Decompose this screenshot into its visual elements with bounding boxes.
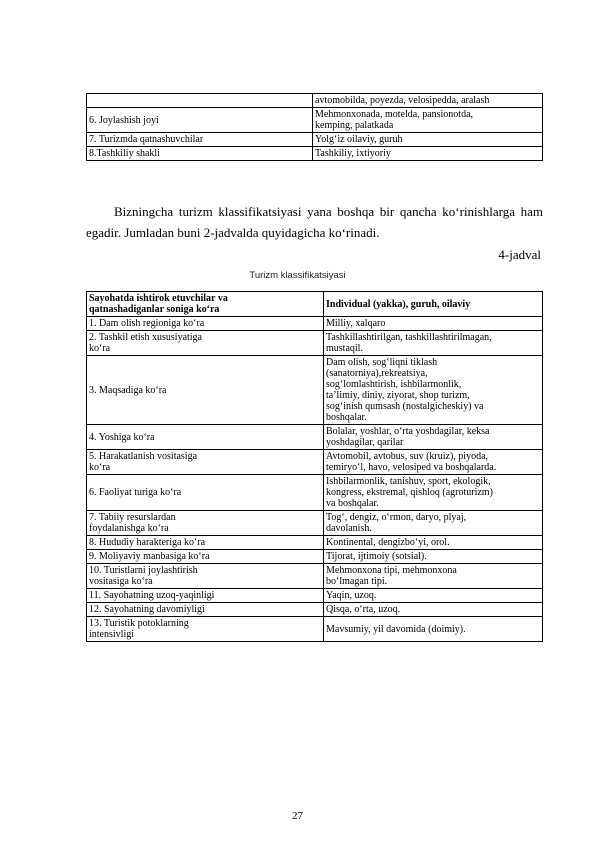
table-row	[87, 536, 543, 550]
table-cell-left: 8.Tashkiliy shakli	[87, 147, 313, 161]
table-row	[87, 425, 543, 450]
table-row	[87, 550, 543, 564]
table-row	[87, 475, 543, 511]
table-label: 4-jadval	[498, 247, 541, 262]
table-row	[87, 450, 543, 475]
table-row	[87, 317, 543, 331]
table-cell-left: 6. Joylashish joyi	[87, 108, 313, 133]
table-caption: Turizm klassifikatsiyasi	[249, 270, 346, 281]
table-cell-left	[87, 94, 313, 108]
table-cell-left: 8. Hududiy harakteriga ko‘ra	[87, 536, 324, 550]
table-row	[87, 331, 543, 356]
table-row	[87, 108, 543, 133]
table-cell-right: Bolalar, yoshlar, o‘rta yoshdagilar, keksa yoshdagilar, qarilar	[324, 425, 543, 450]
table-row	[87, 617, 543, 642]
table-cell-left: 9. Moliyaviy manbasiga ko‘ra	[87, 550, 324, 564]
table-cell-left: 3. Maqsadiga ko‘ra	[87, 356, 324, 425]
table-cell-right: Dam olish, sog‘liqni tiklash (sanatorniya),rekreatsiya, sog‘lomlashtirish, ishbilarmonlik, ta’limiy, diniy, ziyorat, shop turizm, sog‘inish qumsash (nostalgicheskiy) va boshqalar.	[324, 356, 543, 425]
table-cell-right: Mavsumiy, yil davomida (doimiy).	[324, 617, 543, 642]
table-row	[87, 133, 543, 147]
table-cell-left: 13. Turistik potoklarning intensivligi	[87, 617, 324, 642]
table-cell-right: Kontinental, dengizbo‘yi, orol.	[324, 536, 543, 550]
table-cell-left: 6. Faoliyat turiga ko‘ra	[87, 475, 324, 511]
table-cell-right: Avtomobil, avtobus, suv (kruiz), piyoda, temiryo‘l, havo, velosiped va boshqalarda.	[324, 450, 543, 475]
table-cell-left: 7. Turizmda qatnashuvchilar	[87, 133, 313, 147]
page-number: 27	[292, 810, 303, 822]
table-cell-left: 12. Sayohatning davomiyligi	[87, 603, 324, 617]
header-cell-left: Sayohatda ishtirok etuvchilar va qatnashadiganlar soniga ko‘ra	[87, 292, 324, 317]
table-cell-right: Yolg‘iz oilaviy, guruh	[313, 133, 543, 147]
header-cell-right: Individual (yakka), guruh, oilaviy	[324, 292, 543, 317]
table-cell-left: 10. Turistlarni joylashtirish vositasiga ko‘ra	[87, 564, 324, 589]
table-cell-left: 5. Harakatlanish vositasiga ko‘ra	[87, 450, 324, 475]
table-cell-right: Qisqa, o‘rta, uzoq.	[324, 603, 543, 617]
table-row	[87, 94, 543, 108]
table-row	[87, 589, 543, 603]
table-row	[87, 564, 543, 589]
table-header-row	[87, 292, 543, 317]
table-cell-right: Tashkillashtirilgan, tashkillashtirilmagan, mustaqil.	[324, 331, 543, 356]
body-paragraph: Bizningcha turizm klassifikatsiyasi yana boshqa bir qancha ko‘rinishlarga ham egadir. Jumladan buni 2-jadvalda quyidagicha ko‘rinadi.	[86, 204, 543, 240]
classification-table	[86, 291, 543, 642]
table-cell-left: 7. Tabiiy resurslardan foydalanishga ko‘ra	[87, 511, 324, 536]
table-cell-right: Mehmonxonada, motelda, pansionotda, kemping, palatkada	[313, 108, 543, 133]
table-cell-left: 1. Dam olish regioniga ko‘ra	[87, 317, 324, 331]
table-cell-right: Mehmonxona tipi, mehmonxona bo‘lmagan tipi.	[324, 564, 543, 589]
table-cell-right: Milliy, xalqaro	[324, 317, 543, 331]
table-cell-right: avtomobilda, poyezda, velosipedda, aralash	[313, 94, 543, 108]
table-row	[87, 603, 543, 617]
table-row	[87, 356, 543, 425]
table-cell-right: Ishbilarmonlik, tanishuv, sport, ekologik, kongress, ekstremal, qishloq (agroturizm) va boshqalar.	[324, 475, 543, 511]
table-cell-left: 2. Tashkil etish xususiyatiga ko‘ra	[87, 331, 324, 356]
table-cell-right: Yaqin, uzoq.	[324, 589, 543, 603]
top-table	[86, 93, 543, 161]
table-cell-left: 11. Sayohatning uzoq-yaqinligi	[87, 589, 324, 603]
table-cell-left: 4. Yoshiga ko‘ra	[87, 425, 324, 450]
table-cell-right: Tog‘, dengiz, o‘rmon, daryo, plyaj, davolanish.	[324, 511, 543, 536]
table-cell-right: Tijorat, ijtimoiy (sotsial).	[324, 550, 543, 564]
table-row	[87, 147, 543, 161]
table-row	[87, 511, 543, 536]
table-cell-right: Tashkiliy, ixtiyoriy	[313, 147, 543, 161]
